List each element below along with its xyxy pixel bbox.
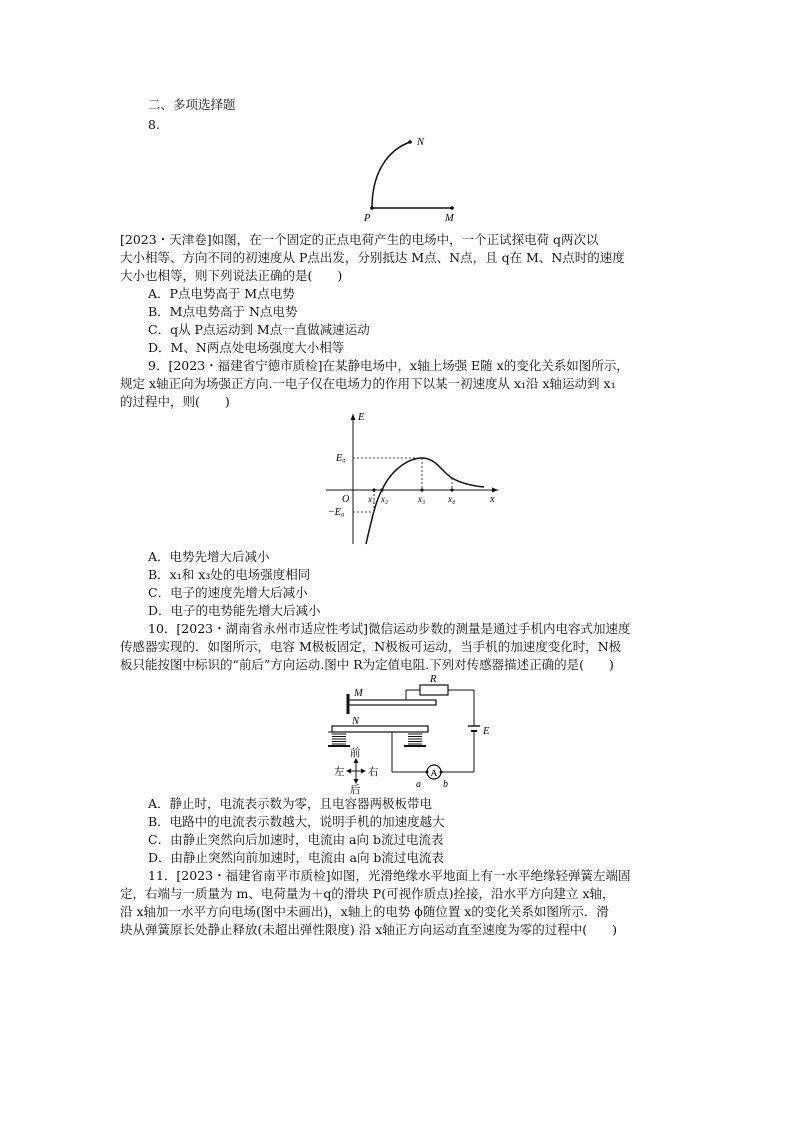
q8-option-d: D．M、N两点处电场强度大小相等 xyxy=(148,340,345,355)
q10-option-c: C．由静止突然向后加速时，电流由 a向 b流过电流表 xyxy=(148,832,444,847)
q9-option-c: C．电子的速度先增大后减小 xyxy=(148,585,308,600)
q10-label-left: 左 xyxy=(334,767,345,778)
q8-point-m xyxy=(450,206,454,210)
q10-label-e: E xyxy=(483,726,490,737)
q10-label-a-meter: A xyxy=(430,769,438,779)
q9-label-x: x xyxy=(490,494,495,505)
q9-option-a: A．电势先增大后减小 xyxy=(148,549,270,564)
q9-x-arrow xyxy=(492,488,498,493)
q8-point-n xyxy=(408,140,412,144)
q8-text-line-3: 大小也相等，则下列说法正确的是( ) xyxy=(120,268,343,283)
q9-label-e: E xyxy=(358,412,365,423)
q9-label-x2: x₂ xyxy=(381,494,389,504)
q10-label-n: N xyxy=(352,716,360,727)
q9-option-d: D．电子的电势能先增大后减小 xyxy=(148,603,321,618)
q8-option-c: C．q从 P点运动到 M点一直做减速运动 xyxy=(148,322,370,337)
q9-y-arrow xyxy=(351,414,356,420)
q10-option-d: D．由静止突然向前加速时，电流由 a向 b流过电流表 xyxy=(148,850,444,865)
q8-text-line-2: 大小相等、方向不同的初速度从 P点出发，分别抵达 M点、N点，且 q在 M、N点时的速度 xyxy=(120,250,625,265)
q9-text-line-3: 的过程中，则( ) xyxy=(120,394,230,409)
q10-label-node-b: b xyxy=(443,779,448,790)
q9-text-line-2: 规定 x轴正向为场强正方向.一电子仅在电场力的作用下以某一初速度从 x₁沿 x轴运动到 x₁ xyxy=(120,376,616,391)
q10-text-line-3: 板只能按图中标识的“前后”方向运动.图中 R为定值电阻.下列对传感器描述正确的是( ) xyxy=(120,657,614,672)
q8-text-line-1: [2023・天津卷]如图，在一个固定的正点电荷产生的电场中，一个正试探电荷 q两次以 xyxy=(120,232,599,247)
q10-option-b: B．电路中的电流表示数越大，说明手机的加速度越大 xyxy=(148,814,445,829)
q10-arrow-left xyxy=(346,769,351,774)
q8-option-b: B．M点电势高于 N点电势 xyxy=(148,304,298,319)
q10-circuit xyxy=(322,672,502,794)
q9-x3-dot xyxy=(420,488,423,491)
q11-text-line-2: 定，右端与一质量为 m、电荷量为＋q的滑块 P(可视作质点)拴接，沿水平方向建立 x轴， xyxy=(120,886,615,901)
q10-right-spring xyxy=(408,734,422,744)
q11-text-line-3: 沿 x轴加一水平方向电场(图中未画出)，x轴上的电势 ϕ随位置 x的变化关系如图所示．滑 xyxy=(120,904,609,919)
q8-number: 8. xyxy=(148,117,160,132)
q8-label-p: P xyxy=(364,213,371,224)
q9-label-e0: E₀ xyxy=(336,453,346,464)
q9-label-x1: x₁ xyxy=(368,494,376,504)
q9-x4-dot xyxy=(450,488,453,491)
section-title: 二、多项选择题 xyxy=(148,97,236,112)
q11-text-line-1: 11．[2023・福建省南平市质检]如图，光滑绝缘水平地面上有一水平绝缘轻弹簧左端固 xyxy=(148,868,631,883)
q10-text-line-2: 传感器实现的．如图所示，电容 M极板固定，N极板可运动，当手机的加速度变化时，N极 xyxy=(120,639,622,654)
q10-arrow-back xyxy=(354,779,359,784)
q9-graph xyxy=(318,408,506,548)
q10-left-spring xyxy=(332,734,346,744)
q8-arc-pn xyxy=(372,142,410,208)
q10-node-a xyxy=(426,771,429,774)
q8-label-n: N xyxy=(417,137,425,148)
q10-label-node-a: a xyxy=(416,779,421,790)
q9-text-line-1: 9．[2023・福建省宁德市质检]在某静电场中，x轴上场强 E随 x的变化关系如图所示， xyxy=(148,358,629,373)
q9-label-x3: x₃ xyxy=(418,494,426,504)
q8-option-a: A．P点电势高于 M点电势 xyxy=(148,286,295,301)
q10-label-front: 前 xyxy=(350,748,361,759)
q10-label-m: M xyxy=(354,688,363,699)
q10-arrow-right xyxy=(361,769,366,774)
q10-label-r: R xyxy=(430,674,437,685)
q10-resistor xyxy=(420,685,448,695)
q9-label-neg-e0: −E₀ xyxy=(328,507,345,518)
q9-x2-dot xyxy=(380,488,383,491)
q10-label-back: 后 xyxy=(350,785,361,794)
q10-text-line-1: 10．[2023・湖南省永州市适应性考试]微信运动步数的测量是通过手机内电容式加速度 xyxy=(148,621,631,636)
q9-label-x4: x₄ xyxy=(448,494,456,504)
q10-option-a: A．静止时，电流表示数为零，且电容器两极板带电 xyxy=(148,796,433,811)
q11-text-line-4: 块从弹簧原长处静止释放(未超出弹性限度) 沿 x轴正方向运动直至速度为零的过程中( ) xyxy=(120,922,618,937)
q8-label-m: M xyxy=(445,213,454,224)
q9-label-o: O xyxy=(342,494,350,505)
q9-x1-dot xyxy=(372,488,375,491)
q10-m-plate xyxy=(348,700,436,705)
q9-option-b: B．x₁和 x₃处的电场强度相同 xyxy=(148,567,311,582)
q8-point-p xyxy=(370,206,374,210)
q8-figure xyxy=(358,132,468,224)
q10-n-plate xyxy=(332,726,428,732)
q10-label-right: 右 xyxy=(368,767,379,778)
